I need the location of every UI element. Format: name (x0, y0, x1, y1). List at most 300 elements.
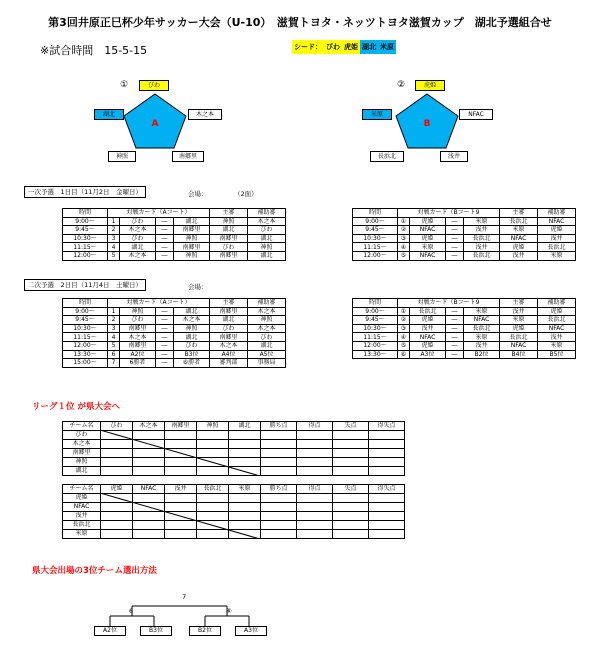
header-cell: 勝ち点 (261, 485, 297, 494)
table-cell: 5 (108, 341, 120, 350)
header-cell: 神照 (197, 422, 229, 431)
table-cell: ⑥ (398, 350, 410, 359)
table-cell: 南郷里 (120, 324, 156, 333)
table-cell: 10:30～ (63, 234, 108, 243)
table-cell: 1 (108, 217, 120, 226)
table-row (353, 316, 576, 325)
result-cell (333, 494, 369, 503)
table-cell: 長浜北 (500, 217, 538, 226)
group-b-right-team: NFAC (459, 109, 493, 120)
table-cell: ― (446, 350, 464, 359)
table-cell: A5位 (248, 350, 286, 359)
table-cell: 神照 (248, 243, 286, 252)
header-cell: NFAC (133, 485, 165, 494)
table-cell: ― (156, 234, 174, 243)
table-cell: 浅井 (500, 251, 538, 260)
group-b-number: ② (397, 80, 406, 90)
bracket-final-label: 7 (182, 593, 187, 601)
result-cell (333, 440, 369, 449)
table-row (353, 243, 576, 252)
table-cell: ― (156, 324, 174, 333)
header-cell: 対戦カード（Aコート） (108, 209, 210, 218)
table-cell: 米原 (464, 307, 500, 316)
table-header-row (63, 209, 286, 218)
table-cell: 9:00～ (63, 217, 108, 226)
table-cell: 長浜北 (464, 251, 500, 260)
table-cell: 事務局 (248, 359, 286, 368)
table-cell: 長浜北 (464, 324, 500, 333)
table-cell: 10:30～ (353, 234, 398, 243)
team-name-cell: 長浜北 (63, 521, 101, 530)
table-row (63, 217, 286, 226)
seed-team-3: 湖北 (360, 40, 378, 54)
table-cell: NFAC (500, 234, 538, 243)
table-cell: 湖北 (248, 234, 286, 243)
result-cell (333, 521, 369, 530)
result-cell (261, 431, 297, 440)
table-cell: ― (446, 251, 464, 260)
table-cell: ― (446, 234, 464, 243)
header-cell: 時間 (63, 299, 108, 308)
round2-label: 二次予選 2日目（11月4日 土曜日） (24, 279, 146, 291)
header-cell: 木之本 (133, 422, 165, 431)
table-header-row (63, 299, 286, 308)
table-cell: 神照 (174, 251, 210, 260)
table-cell: 3 (108, 234, 120, 243)
round2-venue: 会場： (188, 283, 208, 291)
result-cell (297, 521, 333, 530)
table-cell: 虎姫 (500, 324, 538, 333)
header-cell: 時間 (353, 299, 398, 308)
table-cell: 南郷里 (210, 234, 248, 243)
table-cell: 木之本 (248, 324, 286, 333)
table-cell: 虎姫 (538, 307, 576, 316)
team-name-cell: 木之本 (63, 440, 101, 449)
table-row (353, 234, 576, 243)
table-cell: NFAC (500, 341, 538, 350)
result-cell (261, 512, 297, 521)
table-header-row (353, 299, 576, 308)
table-cell: 10:30～ (63, 324, 108, 333)
table-cell: ― (446, 333, 464, 342)
result-cell (369, 440, 405, 449)
league-heading: リーグ１位 が県大会へ (32, 402, 120, 412)
table-cell: ― (156, 359, 174, 368)
table-cell: 10:30～ (353, 324, 398, 333)
table-cell: 15:00～ (63, 359, 108, 368)
table-cell: ― (156, 243, 174, 252)
bracket-left-label: 6 (129, 607, 134, 615)
table-cell: 9:45～ (353, 316, 398, 325)
team-name-cell: NFAC (63, 503, 101, 512)
header-cell: 主審 (210, 209, 248, 218)
table-cell: 南郷里 (174, 226, 210, 235)
table-cell: 木之本 (120, 251, 156, 260)
result-cell (297, 440, 333, 449)
header-cell: 時間 (63, 209, 108, 218)
table-cell: 神照 (120, 307, 156, 316)
seed-legend (292, 40, 396, 54)
table-cell: ⑤ (398, 251, 410, 260)
table-row (353, 350, 576, 359)
table-cell: 7 (108, 359, 120, 368)
table-cell: 長浜北 (538, 316, 576, 325)
table-cell: 神照 (248, 316, 286, 325)
table-cell: 虎姫 (538, 226, 576, 235)
team-name-cell: 湖北 (63, 467, 101, 476)
round1-venue: 会場： (188, 190, 208, 198)
league-b-diagonal (100, 493, 262, 539)
table-cell: B3位 (174, 350, 210, 359)
table-cell: 木之本 (174, 316, 210, 325)
result-cell (333, 503, 369, 512)
table-cell: 米原 (538, 251, 576, 260)
table-cell: ― (446, 226, 464, 235)
result-cell (297, 449, 333, 458)
header-cell: 勝ち点 (261, 422, 297, 431)
table-cell: ― (446, 217, 464, 226)
table-cell: A4位 (210, 350, 248, 359)
table-row (353, 307, 576, 316)
result-cell (297, 530, 333, 539)
result-cell (369, 530, 405, 539)
table-cell: A3位 (410, 350, 446, 359)
table-cell: ① (398, 217, 410, 226)
table-cell: 9:00～ (353, 217, 398, 226)
bracket-right-label: ⑥ (226, 607, 232, 615)
result-cell (261, 503, 297, 512)
bracket-slot-b2: B2位 (189, 626, 221, 636)
table-cell: 南郷里 (120, 341, 156, 350)
table-cell: 南郷里 (210, 333, 248, 342)
header-cell: 補助審 (248, 299, 286, 308)
table-cell: 審判部 (210, 359, 248, 368)
table-cell: びわ (120, 217, 156, 226)
table-cell: びわ (248, 333, 286, 342)
table-row (353, 341, 576, 350)
header-cell: 失点 (333, 422, 369, 431)
group-a-top-team: びわ (139, 80, 169, 91)
header-cell: 得失点 (369, 422, 405, 431)
round1-a-court-table (62, 208, 286, 261)
header-cell: 主審 (500, 209, 538, 218)
result-cell (333, 449, 369, 458)
team-name-cell: 神照 (63, 458, 101, 467)
table-cell: 虎姫 (500, 243, 538, 252)
result-cell (261, 521, 297, 530)
table-cell: 湖北 (174, 307, 210, 316)
header-cell: チーム名 (63, 422, 101, 431)
bracket-lines (90, 590, 270, 628)
table-cell: 9:00～ (353, 307, 398, 316)
table-cell: ― (156, 341, 174, 350)
table-row (63, 243, 286, 252)
table-cell: 神照 (210, 217, 248, 226)
table-cell: びわ (120, 234, 156, 243)
bracket-slot-b3: B3位 (140, 626, 172, 636)
table-cell: 湖北 (120, 243, 156, 252)
group-a-number: ① (120, 80, 129, 90)
table-cell: 4 (108, 243, 120, 252)
table-cell: NFAC (410, 226, 446, 235)
table-cell: 9:00～ (63, 307, 108, 316)
table-cell: 11:15～ (63, 243, 108, 252)
bracket-heading: 県大会出場の3位チーム選出方法 (32, 566, 157, 576)
group-a-pentagon (120, 90, 190, 152)
table-cell: NFAC (410, 251, 446, 260)
result-cell (261, 467, 297, 476)
table-cell: 浅井 (500, 307, 538, 316)
result-cell (333, 458, 369, 467)
table-cell: NFAC (410, 333, 446, 342)
result-cell (333, 431, 369, 440)
result-cell (333, 512, 369, 521)
table-cell: 浅井 (410, 324, 446, 333)
table-cell: 11:15～ (353, 333, 398, 342)
team-name-cell: 米原 (63, 530, 101, 539)
league-a-wrapper (62, 421, 405, 476)
table-cell: 米原 (538, 341, 576, 350)
table-cell: ― (446, 307, 464, 316)
table-cell: 米原 (464, 217, 500, 226)
group-b-bottom-left-team: 長浜北 (370, 151, 404, 162)
table-cell: ― (156, 307, 174, 316)
table-cell: 米原 (410, 243, 446, 252)
table-cell: NFAC (538, 324, 576, 333)
table-cell: 3 (108, 324, 120, 333)
league-b-wrapper (62, 484, 405, 539)
header-cell: 長浜北 (197, 485, 229, 494)
result-cell (261, 494, 297, 503)
table-cell: 虎姫 (410, 217, 446, 226)
result-cell (333, 467, 369, 476)
table-cell: ― (156, 350, 174, 359)
table-row (63, 316, 286, 325)
table-cell: 長浜北 (500, 333, 538, 342)
header-cell: 主審 (210, 299, 248, 308)
table-row (353, 226, 576, 235)
table-cell: 南郷里 (210, 251, 248, 260)
table-cell: ― (156, 217, 174, 226)
table-cell: 浅井 (538, 333, 576, 342)
group-b-top-team: 虎姫 (415, 80, 445, 91)
round2-a-court-table (62, 298, 286, 368)
result-cell (297, 503, 333, 512)
header-cell: 南郷里 (165, 422, 197, 431)
table-row (63, 234, 286, 243)
table-cell: 木之本 (120, 226, 156, 235)
result-cell (369, 431, 405, 440)
table-cell: ③ (398, 234, 410, 243)
team-name-cell: 南郷里 (63, 449, 101, 458)
table-header-row (353, 209, 576, 218)
table-cell: 6勝者 (120, 359, 156, 368)
table-cell: 5 (108, 251, 120, 260)
table-cell: 11:15～ (63, 333, 108, 342)
table-cell: 長浜北 (410, 307, 446, 316)
result-cell (261, 449, 297, 458)
table-cell: 南郷里 (174, 243, 210, 252)
table-cell: 9:45～ (63, 316, 108, 325)
table-cell: 湖北 (210, 316, 248, 325)
result-cell (261, 458, 297, 467)
table-cell: 米原 (500, 226, 538, 235)
result-cell (297, 431, 333, 440)
group-a-letter: A (151, 119, 159, 129)
seed-team-1: びわ (324, 40, 342, 54)
table-cell: 12:00～ (63, 341, 108, 350)
header-cell: 得点 (297, 422, 333, 431)
group-a-right-team: 木之本 (188, 109, 222, 120)
table-cell: 11:15～ (353, 243, 398, 252)
table-cell: ③ (398, 324, 410, 333)
header-cell: チーム名 (63, 485, 101, 494)
result-cell (261, 440, 297, 449)
table-cell: 1 (108, 307, 120, 316)
result-cell (369, 458, 405, 467)
table-row (353, 324, 576, 333)
group-b-left-team: 米原 (362, 109, 392, 120)
table-cell: B5位 (538, 350, 576, 359)
table-cell: 湖北 (174, 333, 210, 342)
result-cell (369, 521, 405, 530)
table-cell: 9:45～ (353, 226, 398, 235)
seed-team-2: 虎姫 (342, 40, 360, 54)
table-cell: ⑤ (398, 341, 410, 350)
table-cell: 虎姫 (410, 341, 446, 350)
table-cell: ② (398, 316, 410, 325)
table-cell: 長浜北 (538, 243, 576, 252)
table-cell: 浅井 (538, 234, 576, 243)
table-cell: 6 (108, 350, 120, 359)
table-cell: びわ (174, 341, 210, 350)
table-row (63, 341, 286, 350)
round2-b-court-table (352, 298, 576, 359)
table-cell: 13:30～ (63, 350, 108, 359)
table-cell: ― (156, 226, 174, 235)
result-cell (369, 503, 405, 512)
table-row (353, 251, 576, 260)
header-cell: 補助審 (538, 209, 576, 218)
table-cell: 木之本 (120, 333, 156, 342)
header-cell: 得点 (297, 485, 333, 494)
bracket-slot-a2: A2位 (94, 626, 126, 636)
table-row (63, 333, 286, 342)
table-row (63, 251, 286, 260)
group-b-letter: B (423, 119, 431, 129)
header-cell: 米原 (229, 485, 261, 494)
table-cell: 木之本 (210, 341, 248, 350)
table-cell: ① (398, 307, 410, 316)
header-cell: 浅井 (165, 485, 197, 494)
table-cell: 南郷里 (210, 307, 248, 316)
header-cell: 湖北 (229, 422, 261, 431)
header-cell: 対戦カード（Aコート） (108, 299, 210, 308)
table-cell: ② (398, 226, 410, 235)
table-cell: ― (446, 324, 464, 333)
result-cell (369, 494, 405, 503)
table-cell: ― (446, 341, 464, 350)
table-row (63, 359, 286, 368)
table-cell: 湖北 (248, 251, 286, 260)
header-cell: 対戦カード（Bコート9 (398, 209, 500, 218)
seed-label: シード： (292, 40, 324, 54)
header-cell: 時間 (353, 209, 398, 218)
header-cell: 虎姫 (101, 485, 133, 494)
bracket-slot-a3: A3位 (235, 626, 267, 636)
table-cell: びわ (210, 243, 248, 252)
table-cell: 2 (108, 226, 120, 235)
table-cell: 長浜北 (464, 234, 500, 243)
team-name-cell: 浅井 (63, 512, 101, 521)
table-cell: ― (156, 316, 174, 325)
result-cell (261, 530, 297, 539)
table-cell: 神照 (174, 234, 210, 243)
group-a-bottom-left-team: 神照 (108, 151, 136, 162)
table-cell: びわ (210, 324, 248, 333)
table-row (353, 217, 576, 226)
table-cell: 木之本 (248, 217, 286, 226)
table-cell: ― (156, 251, 174, 260)
round1-b-court-table (352, 208, 576, 261)
table-cell: 虎姫 (410, 234, 446, 243)
table-cell: B4位 (500, 350, 538, 359)
result-cell (297, 467, 333, 476)
table-cell: ― (446, 316, 464, 325)
table-cell: 12:00～ (63, 251, 108, 260)
table-cell: ④ (398, 243, 410, 252)
group-a-bottom-right-team: 南郷里 (172, 151, 204, 162)
header-cell: 補助審 (538, 299, 576, 308)
table-cell: 湖北 (248, 341, 286, 350)
header-cell: 失点 (333, 485, 369, 494)
header-cell: びわ (101, 422, 133, 431)
table-cell: 浅井 (464, 341, 500, 350)
table-cell: 12:00～ (353, 251, 398, 260)
table-cell: 12:00～ (353, 341, 398, 350)
team-name-cell: 虎姫 (63, 494, 101, 503)
match-time: ※試合時間 15-5-15 (40, 44, 148, 57)
table-row (63, 307, 286, 316)
league-a-diagonal (100, 430, 262, 476)
result-cell (369, 467, 405, 476)
table-cell: 虎姫 (410, 316, 446, 325)
team-name-cell: びわ (63, 431, 101, 440)
table-cell: 湖北 (174, 217, 210, 226)
table-cell: 浅井 (464, 226, 500, 235)
table-cell: 2 (108, 316, 120, 325)
table-cell: ⑥勝者 (174, 359, 210, 368)
header-cell: 補助審 (248, 209, 286, 218)
result-cell (297, 494, 333, 503)
round1-label: 一次予選 1日目（11月2日 金曜日） (24, 186, 146, 198)
table-cell: ④ (398, 333, 410, 342)
header-cell: 対戦カード（Bコート9 (398, 299, 500, 308)
group-a-left-team: 湖北 (94, 109, 124, 120)
table-cell: びわ (120, 316, 156, 325)
table-row (63, 226, 286, 235)
table-cell: NFAC (464, 316, 500, 325)
header-cell: 主審 (500, 299, 538, 308)
table-cell: NFAC (538, 217, 576, 226)
header-cell: 得失点 (369, 485, 405, 494)
table-cell: 湖北 (210, 226, 248, 235)
table-cell: 神照 (174, 324, 210, 333)
result-cell (369, 512, 405, 521)
table-cell: 4 (108, 333, 120, 342)
table-row (63, 324, 286, 333)
table-row (353, 333, 576, 342)
